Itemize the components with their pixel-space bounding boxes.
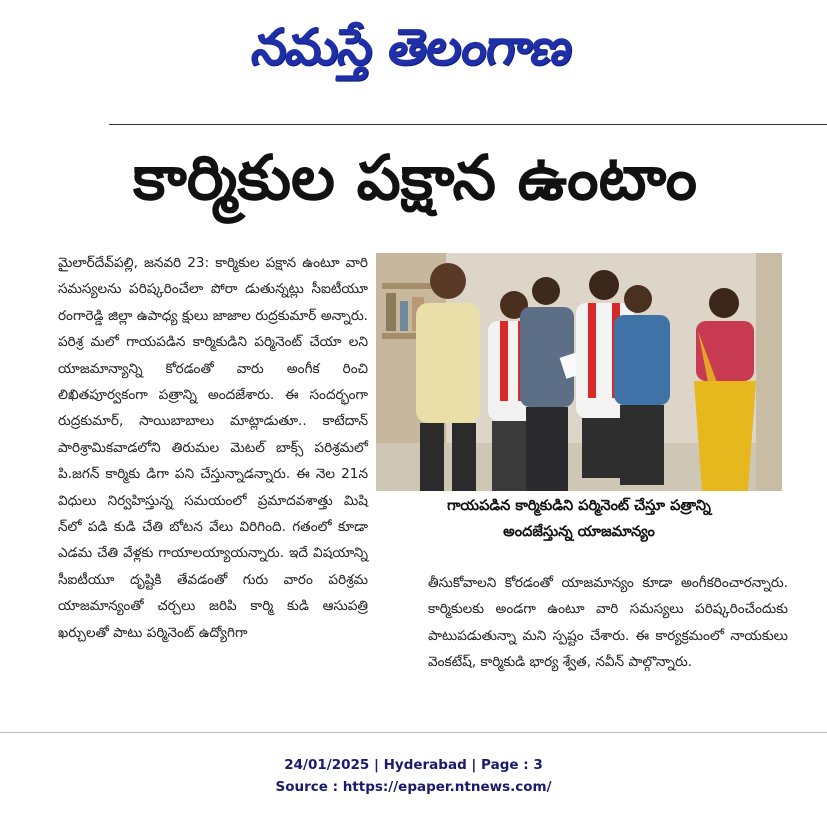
footer-date-edition: 24/01/2025 | Hyderabad | Page : 3 bbox=[284, 757, 543, 773]
divider bbox=[0, 732, 827, 733]
article-photo bbox=[376, 253, 782, 491]
article-body-right: తీసుకోవాలని కోరడంతో యాజమాన్యం కూడా అంగీకరించారన్నారు. కార్మికులకు అండగా ఉంటూ వారి సమస్యలు పరిష్కరించేందుకు పాటుపడుతున్నా మని స్పష్టం చేశారు. ఈ కార్యక్రమంలో నాయకులు వెంకటేష్, కార్మికుడి భార్య శ్వేత, నవీన్ పాల్గొన్నారు. bbox=[428, 575, 788, 671]
photo-caption-line: గాయపడిన కార్మికుడిని పర్మినెంట్ చేస్తూ పత్రాన్ని bbox=[447, 498, 711, 514]
article-left-column bbox=[58, 250, 368, 646]
page-footer bbox=[0, 754, 827, 798]
newspaper-logo: నమస్తే తెలంగాణ bbox=[248, 18, 576, 76]
photo-caption-line: అందజేస్తున్న యాజమాన్యం bbox=[503, 524, 655, 540]
article-body-left: మైలార్‌దేవ్‌పల్లి, జనవరి 23: కార్మికుల పక్షాన ఉంటూ వారి సమస్యలను పరిష్కరించేలా పోరా డుతున్నట్లు సీఐటీయూ రంగారెడ్డి జిల్లా ఉపాధ్య క్షులు జాజాల రుద్రకుమార్ అన్నారు. పరిశ్ర మలో గాయపడిన కార్మికుడిని పర్మినెంట్ చేయా లని యాజమాన్యాన్ని కోరడంతో వారు అంగీక రించి లిఖితపూర్వకంగా పత్రాన్ని అందజేశారు. ఈ సందర్భంగా రుద్రకుమార్, సాయిబాబాలు మాట్లాడుతూ.. కాటేదాన్ పారిశ్రామికవాడలోని తిరుమల మెటల్ బాక్స్ పరిశ్రమలో పి.జగన్ కార్మికు డిగా పని చేస్తున్నాడన్నారు. ఈ నెల 21న విధులు నిర్వహిస్తున్న సమయంలో ప్రమాదవశాత్తు మిషి న్‌లో పడి కుడి చేతి బోటన వేలు విరిగింది. గతంలో కూడా ఎడమ చేతి వేళ్లకు గాయాలయ్యాయన్నారు. ఇదే విషయాన్ని సీఐటీయూ దృష్టికి తేవడంతో గురు వారం పరిశ్రమ యాజమాన్యంతో చర్చలు జరిపి కార్మి కుడి ఆసుపత్రి ఖర్చులతో పాటు పర్మినెంట్ ఉద్యోగిగా bbox=[58, 255, 368, 641]
footer-source-link[interactable]: Source : https://epaper.ntnews.com/ bbox=[275, 779, 552, 795]
photo-illustration bbox=[376, 253, 782, 491]
divider bbox=[109, 124, 827, 125]
article-headline: కార్మికుల పక్షాన ఉంటాం bbox=[132, 141, 698, 214]
article-right-column bbox=[428, 570, 788, 676]
photo-caption bbox=[376, 493, 782, 545]
masthead bbox=[0, 0, 827, 110]
